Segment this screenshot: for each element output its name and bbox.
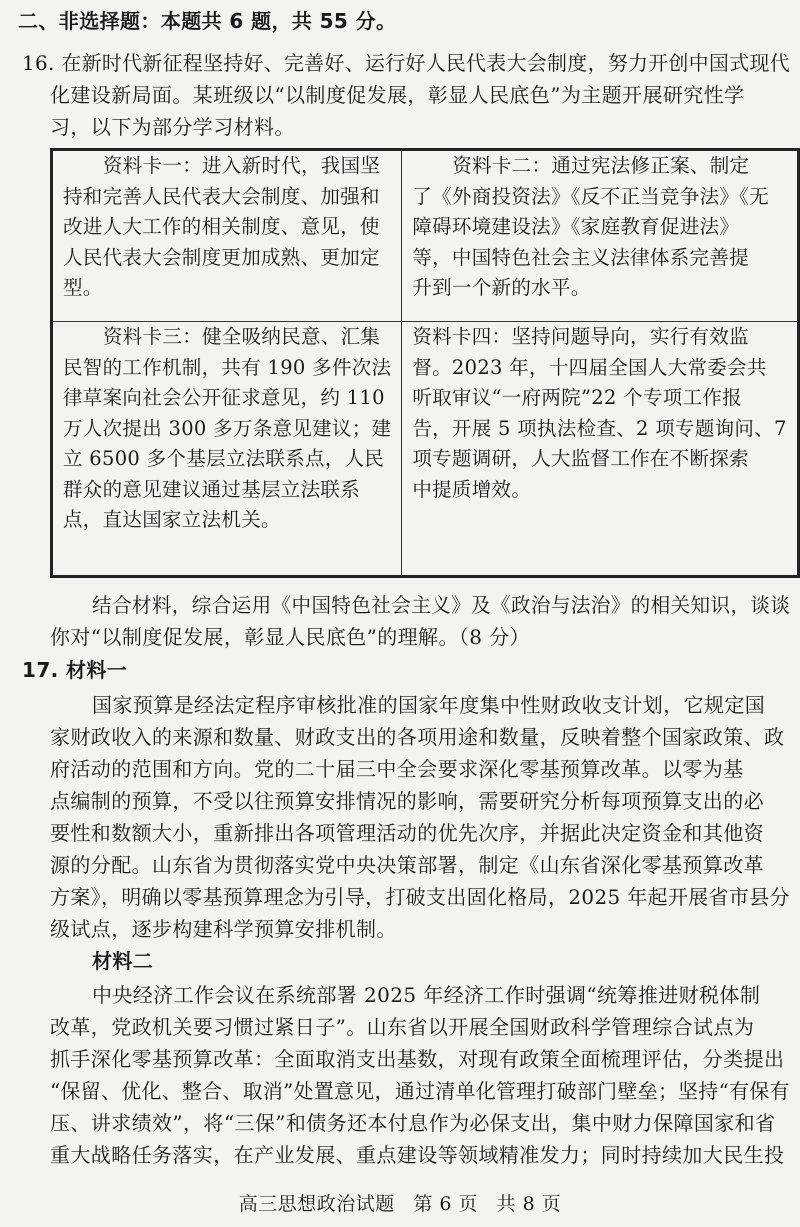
q16-line-2: 化建设新局面。某班级以“以制度促发展，彰显人民底色”为主题开展研究性学: [50, 83, 745, 107]
card-1-line: 持和完善人民代表大会制度、加强和: [63, 184, 380, 208]
footer-title: 高三思想政治试题: [238, 1193, 395, 1215]
q17-m1-line: 家财政收入的来源和数量、财政支出的各项用途和数量，反映着整个国家政策、政: [50, 725, 785, 749]
q17-m1-line: 点编制的预算，不受以往预算安排情况的影响，需要研究分析每项预算支出的必: [50, 789, 764, 813]
q17-m2-line: 中央经济工作会议在系统部署 2025 年经济工作时强调“统筹推进财税体制: [92, 983, 761, 1007]
q17-m2-line: 抓手深化零基预算改革：全面取消支出基数，对现有政策全面梳理评估，分类提出: [50, 1047, 785, 1071]
q17-m1-line: 级试点，逐步构建科学预算安排机制。: [50, 917, 397, 941]
card-3-line: 律草案向社会公开征求意见，约 110: [63, 386, 385, 409]
card-3-line: 群众的意见建议通过基层立法联系: [63, 477, 361, 501]
q17-m2-line: 重大战略任务落实，在产业发展、重点建设等领域精准发力；同时持续加大民生投: [50, 1143, 785, 1167]
card-4-line: 中提质增效。: [412, 477, 532, 501]
card-4-line: 督。2023 年，十四届全国人大常委会共: [412, 355, 767, 379]
card-3-line: 点，直达国家立法机关。: [63, 508, 281, 531]
material-card-1: [52, 150, 402, 322]
footer-page-number: 第 6 页: [413, 1193, 478, 1215]
q17-material2-heading: 材料二: [92, 949, 154, 973]
q17-m1-line: 要性和数额大小，重新排出各项管理活动的优先次序，并据此决定资金和其他资: [50, 821, 764, 845]
card-2-line: 障碍环境建设法》《家庭教育促进法》: [412, 215, 740, 238]
card-1-line: 型。: [63, 276, 103, 299]
card-3-line: 民智的工作机制，共有 190 多件次法: [63, 355, 392, 379]
q17-m2-line: 改革，党政机关要习惯过紧日子”。山东省以开展全国财政科学管理综合试点为: [50, 1015, 755, 1039]
q16-task-line-1: 结合材料，综合运用《中国特色社会主义》及《政治与法治》的相关知识，谈谈: [92, 593, 791, 617]
q17-m1-line: 源的分配。山东省为贯彻落实党中央决策部署，制定《山东省深化零基预算改革: [50, 853, 764, 877]
card-2-line: 资料卡二：通过宪法修正案、制定: [452, 154, 750, 177]
q17-m1-line: 国家预算是经法定程序审核批准的国家年度集中性财政收支计划，它规定国: [92, 693, 766, 717]
card-3-line: 资料卡三：健全吸纳民意、汇集: [103, 325, 381, 348]
card-4-line: 项专题调研，人大监督工作在不断探索: [412, 447, 749, 470]
card-2-line: 升到一个新的水平。: [412, 276, 591, 299]
material-card-4: [402, 322, 798, 577]
card-1-line: 资料卡一：进入新时代，我国坚: [103, 154, 381, 177]
material-cards-table: [50, 148, 800, 578]
card-3-line: 立 6500 多个基层立法联系点，人民: [63, 447, 385, 470]
q17-m2-line: 压、讲求绩效”，将“三保”和债务还本付息作为必保支出，集中财力保障国家和省: [50, 1111, 776, 1135]
card-2-line: 等，中国特色社会主义法律体系完善提: [412, 245, 749, 269]
footer-total-pages: 共 8 页: [496, 1193, 562, 1215]
q17-heading: 17. 材料一: [22, 658, 128, 682]
q16-line-1: 16. 在新时代新征程坚持好、完善好、运行好人民代表大会制度，努力开创中国式现代: [22, 51, 790, 75]
section-title: 二、非选择题：本题共 6 题，共 55 分。: [18, 9, 397, 33]
card-1-line: 人民代表大会制度更加成熟、更加定: [63, 245, 380, 269]
q17-m1-line: 方案》，明确以零基预算理念为引导，打破支出固化格局，2025 年起开展省市县分: [50, 885, 790, 909]
card-3-line: 万人次提出 300 多万条意见建议；建: [63, 416, 392, 440]
card-4-line: 告，开展 5 项执法检查、2 项专题询问、7: [412, 416, 787, 440]
q16-line-3: 习，以下为部分学习材料。: [50, 115, 295, 139]
card-4-line: 资料卡四：坚持问题导向，实行有效监: [412, 325, 749, 348]
material-card-3: [52, 322, 402, 577]
q17-m1-line: 府活动的范围和方向。党的二十届三中全会要求深化零基预算改革。以零为基: [50, 757, 744, 781]
material-card-2: [402, 150, 798, 322]
card-1-line: 改进人大工作的相关制度、意见，使: [63, 215, 380, 238]
card-4-line: 听取审议“一府两院”22 个专项工作报: [412, 386, 742, 409]
q16-task-line-2: 你对“以制度促发展，彰显人民底色”的理解。（8 分）: [50, 625, 530, 649]
card-2-line: 了《外商投资法》《反不正当竞争法》《无: [412, 184, 770, 208]
page-footer: [0, 1189, 800, 1216]
q17-m2-line: “保留、优化、整合、取消”处置意见，通过清单化管理打破部门壁垒；坚持“有保有: [50, 1079, 790, 1103]
